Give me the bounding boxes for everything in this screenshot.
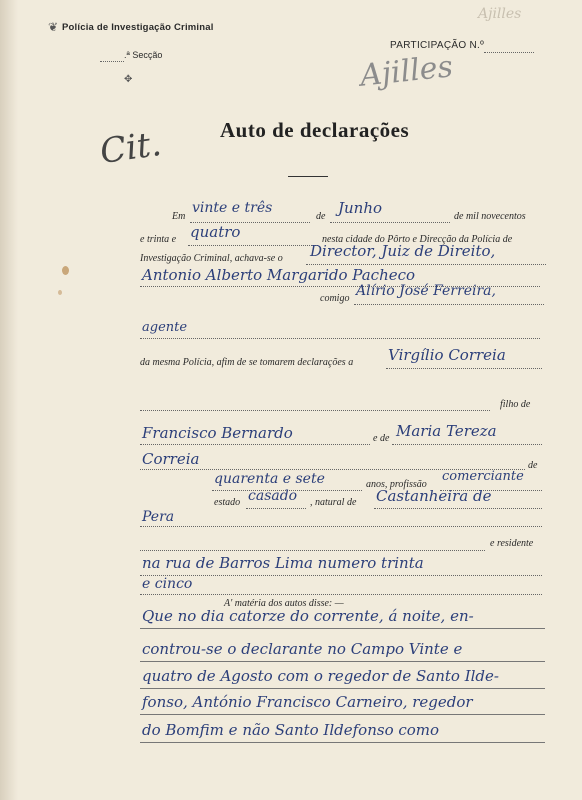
line-official-title: [306, 264, 546, 265]
ornament-icon: ✥: [124, 74, 133, 85]
participacao-label: PARTICIPAÇÃO N.º: [390, 40, 485, 51]
hw-year: quatro: [190, 223, 241, 241]
hw-declarant: Virgílio Correia: [388, 346, 506, 364]
label-de: de: [316, 211, 326, 222]
hw-residence-2: e cinco: [142, 576, 193, 592]
line-role: [140, 338, 540, 339]
document-title: Auto de declarações: [220, 118, 410, 142]
hw-official-name: Antonio Alberto Margarido Pacheco: [142, 266, 416, 284]
line-mother-1: [392, 444, 542, 445]
section-label: .ª Secção: [124, 50, 163, 60]
label-nesta: nesta cidade do Pôrto e Direcção da Polícia de: [322, 234, 513, 245]
hw-birthplace-1: Castanheira de: [376, 487, 492, 505]
label-comigo: comigo: [320, 293, 350, 304]
hw-statement-4: fonso, António Francisco Carneiro, regedor: [142, 693, 473, 711]
line-residence-2: [140, 594, 542, 595]
page-edge-shadow: [0, 0, 18, 800]
signature-top: Ajilles: [358, 49, 455, 94]
statement-line-2: [140, 661, 545, 662]
hw-role: agente: [142, 320, 188, 335]
label-e-de: e de: [373, 433, 390, 444]
hw-statement-1: Que no dia catorze do corrente, á noite, en-: [142, 607, 474, 625]
statement-line-3: [140, 688, 545, 689]
hw-official-title: Director, Juiz de Direito,: [310, 242, 496, 260]
binding-hole: [58, 290, 62, 295]
label-da-mesma: da mesma Polícia, afim de se tomarem declarações a: [140, 357, 354, 368]
label-de-2: de: [528, 460, 538, 471]
binding-hole: [62, 266, 69, 275]
title-rule: [288, 176, 328, 177]
hw-residence-1: na rua de Barros Lima numero trinta: [142, 554, 424, 572]
hw-mother-2: Correia: [142, 450, 200, 468]
label-residente: e residente: [490, 538, 534, 549]
label-de-mil: de mil novecentos: [454, 211, 526, 222]
hw-father: Francisco Bernardo: [142, 424, 293, 442]
statement-line-4: [140, 714, 545, 715]
hw-statement-3: quatro de Agosto com o regedor de Santo Ilde-: [142, 667, 499, 685]
line-father: [140, 444, 370, 445]
hw-day: vinte e três: [192, 200, 273, 216]
margin-mark: Cit.: [97, 123, 164, 173]
hw-statement-5: do Bomfim e não Santo Ildefonso como: [142, 721, 440, 739]
emblem-icon: ❦: [48, 20, 59, 34]
hw-age: quarenta e sete: [214, 471, 325, 487]
statement-line-5: [140, 742, 545, 743]
faint-mark: Ajilles: [478, 6, 522, 22]
line-birthplace-2: [140, 526, 542, 527]
participacao-blank: [484, 52, 534, 53]
label-natural: , natural de: [310, 497, 357, 508]
hw-birthplace-2: Pera: [142, 509, 175, 525]
line-blank-1: [140, 410, 490, 411]
label-filho-de: filho de: [500, 399, 531, 410]
hw-month: Junho: [338, 199, 383, 217]
hw-statement-2: controu-se o declarante no Campo Vinte e: [142, 640, 463, 658]
hw-profession: comerciante: [442, 469, 524, 484]
line-blank-2: [140, 550, 485, 551]
line-month: [330, 222, 450, 223]
line-birthplace-1: [374, 508, 542, 509]
line-companion: [354, 304, 544, 305]
label-em: Em: [172, 211, 186, 222]
section-blank: [100, 61, 124, 62]
hw-companion: Alírio José Ferreira,: [356, 283, 496, 299]
hw-civil-state: casado: [248, 488, 298, 504]
institution-name: Polícia de Investigação Criminal: [62, 22, 214, 33]
line-residence-1: [140, 575, 542, 576]
label-materia: A' matéria dos autos disse: —: [224, 598, 344, 609]
label-estado: estado: [214, 497, 241, 508]
label-trinta-e: e trinta e: [140, 234, 177, 245]
label-anos: anos, profissão: [366, 479, 427, 490]
statement-line-1: [140, 628, 545, 629]
line-civil-state: [246, 508, 306, 509]
label-investigacao: Investigação Criminal, achava-se o: [140, 253, 283, 264]
hw-mother-1: Maria Tereza: [396, 422, 497, 440]
line-year: [188, 245, 318, 246]
line-declarant: [386, 368, 542, 369]
